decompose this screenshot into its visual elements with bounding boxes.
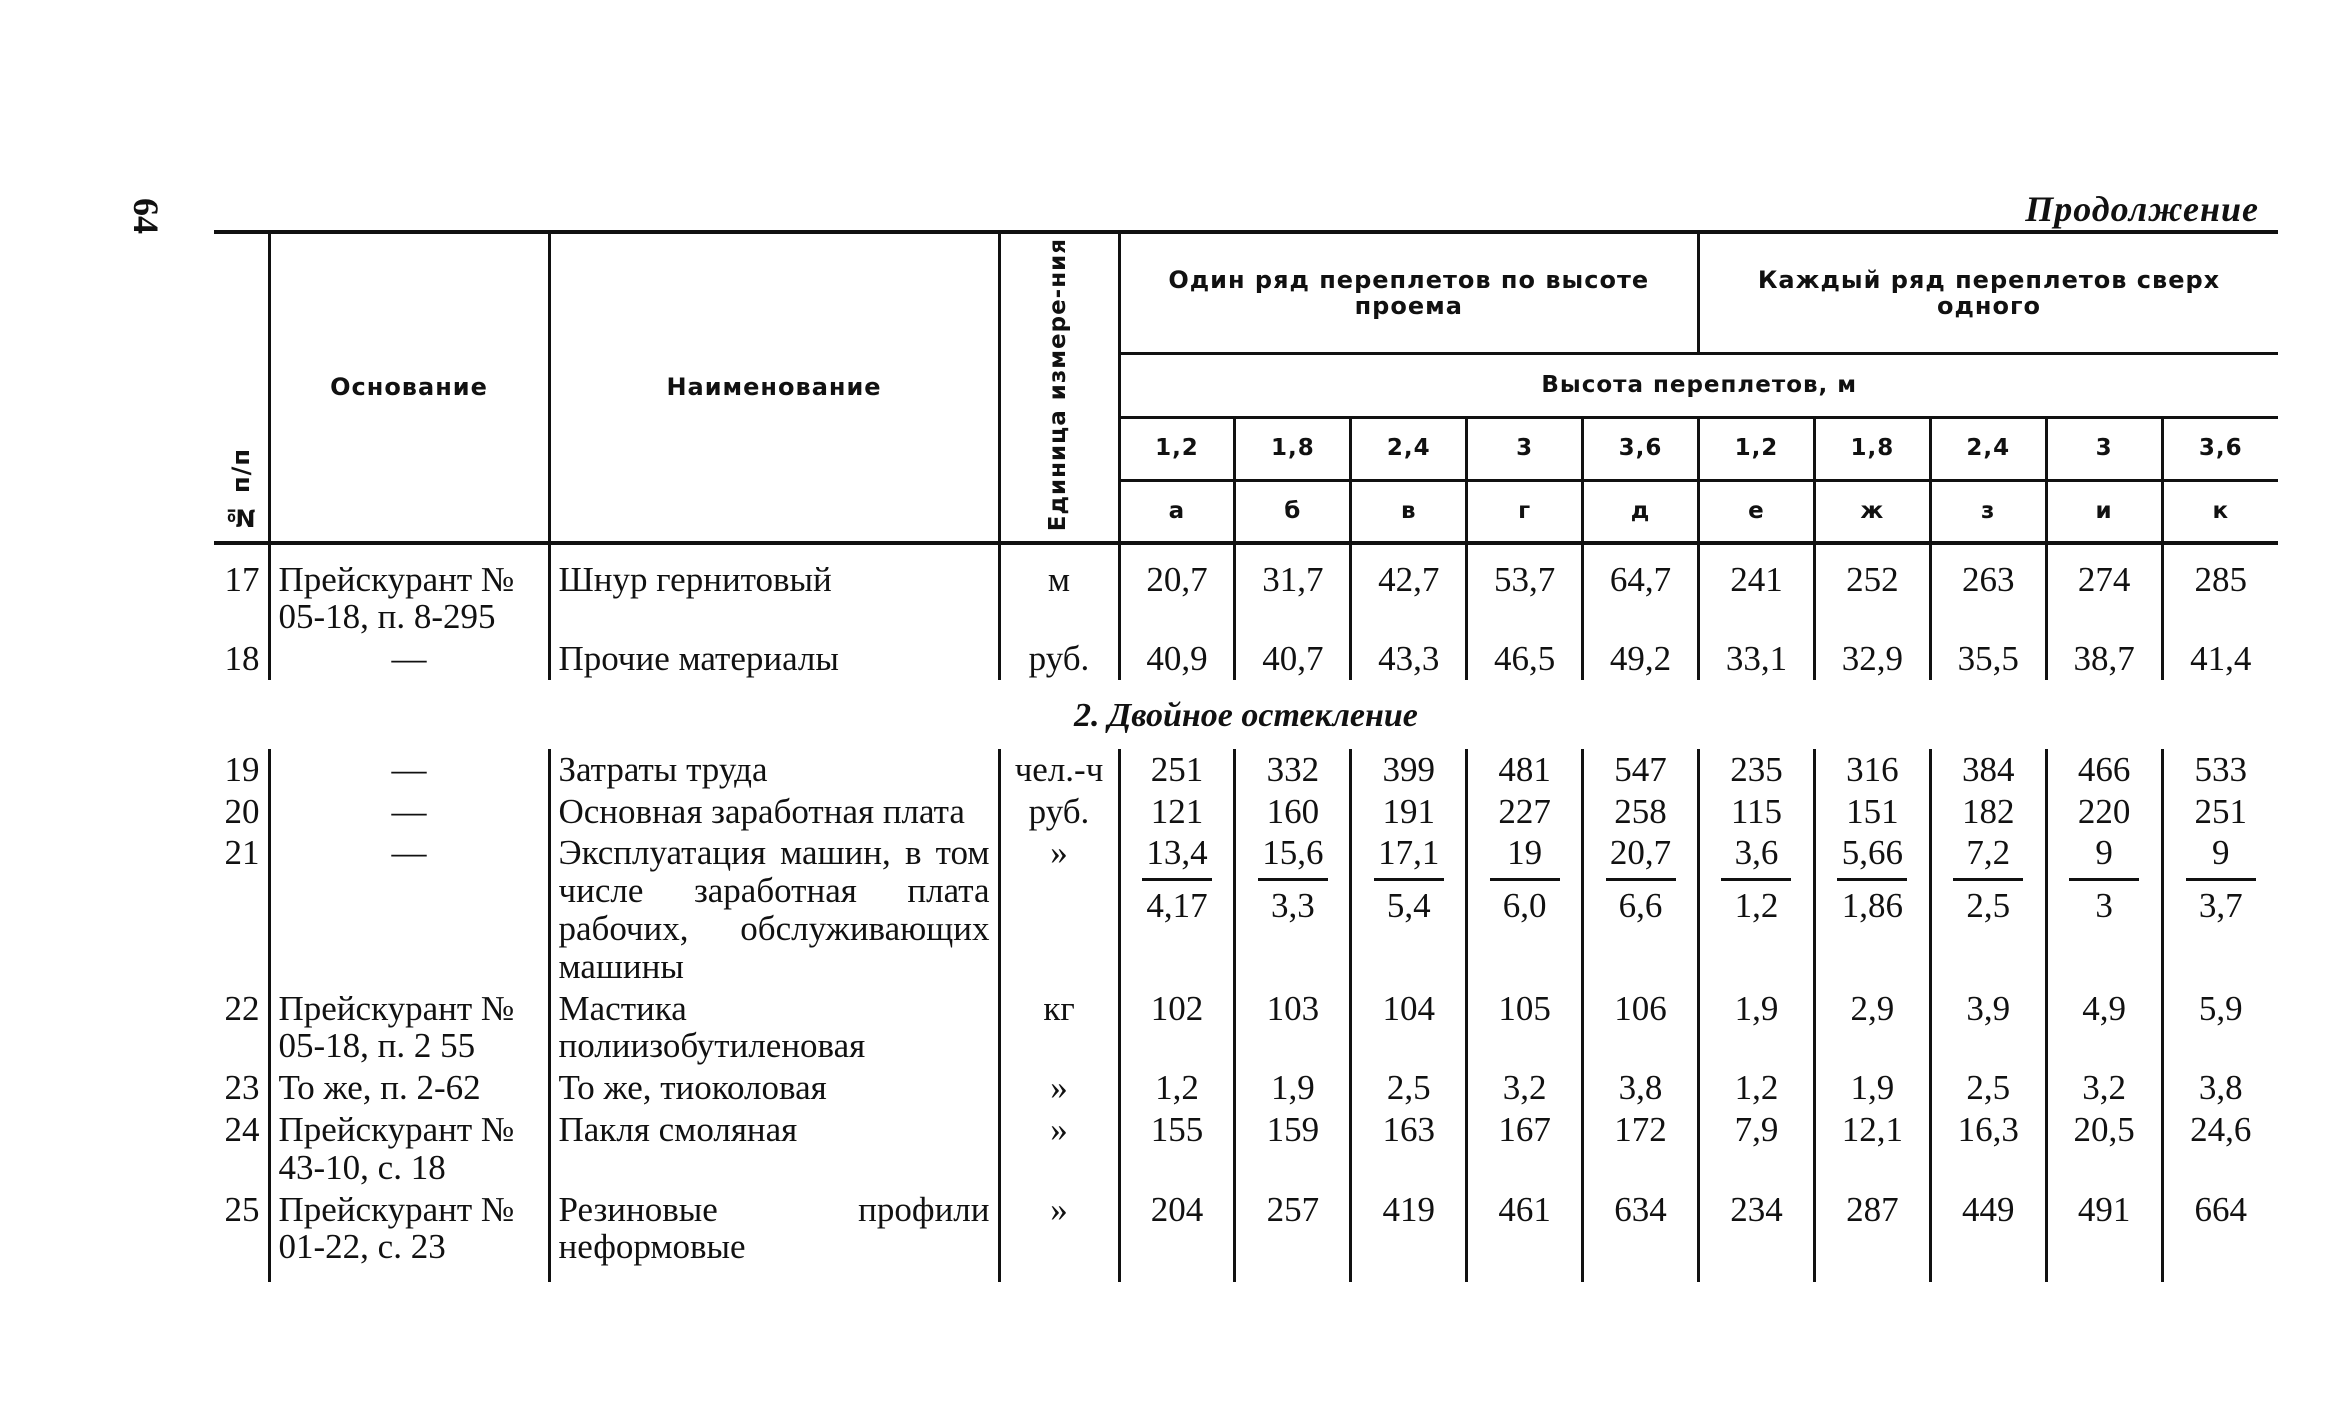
header-height-7: 2,4 (1930, 417, 2046, 481)
row-value: 257 (1235, 1189, 1351, 1269)
row-value: 42,7 (1351, 559, 1467, 639)
fraction-denominator: 5,4 (1386, 886, 1431, 926)
fraction-numerator: 17,1 (1374, 834, 1444, 881)
header-num: № п/п (214, 232, 269, 543)
row-num: 20 (224, 791, 260, 831)
row-unit: » (999, 832, 1119, 987)
row-value: 24,6 (2162, 1109, 2278, 1189)
row-num: 24 (224, 1109, 260, 1149)
row-value: 5,9 (2162, 988, 2278, 1068)
row-value: 32,9 (1814, 638, 1930, 680)
row-value: 263 (1930, 559, 2046, 639)
row-value: 461 (1467, 1189, 1583, 1269)
row-fraction (1467, 832, 1583, 987)
row-value: 151 (1814, 791, 1930, 833)
header-height-2: 2,4 (1351, 417, 1467, 481)
row-value: 419 (1351, 1189, 1467, 1269)
row-value: 115 (1699, 791, 1815, 833)
row-base: — (269, 791, 549, 833)
row-value: 155 (1119, 1109, 1235, 1189)
row-unit: м (999, 559, 1119, 639)
header-height-label: Высота переплетов, м (1119, 354, 2278, 418)
row-base: Прейскурант № 43-10, с. 18 (269, 1109, 549, 1189)
row-value: 103 (1235, 988, 1351, 1068)
fraction-numerator: 13,4 (1142, 834, 1212, 881)
table-row (214, 1189, 2278, 1269)
row-unit: » (999, 1189, 1119, 1269)
row-unit: » (999, 1067, 1119, 1109)
row-value: 43,3 (1351, 638, 1467, 680)
header-height-9: 3,6 (2162, 417, 2278, 481)
row-unit: руб. (999, 638, 1119, 680)
row-value: 204 (1119, 1189, 1235, 1269)
row-value: 664 (2162, 1189, 2278, 1269)
header-letter-6: ж (1814, 481, 1930, 543)
row-unit: » (999, 1109, 1119, 1189)
row-value: 3,2 (2046, 1067, 2162, 1109)
table-row (214, 749, 2278, 791)
row-value: 40,9 (1119, 638, 1235, 680)
row-value: 20,7 (1119, 559, 1235, 639)
header-height-4: 3,6 (1583, 417, 1699, 481)
fraction-denominator: 3,7 (2198, 886, 2243, 926)
row-value: 287 (1814, 1189, 1930, 1269)
row-num: 21 (224, 833, 260, 873)
row-num: 17 (224, 559, 260, 599)
row-num: 25 (224, 1189, 260, 1229)
fraction-denominator: 1,86 (1841, 886, 1903, 926)
fraction-numerator: 19 (1490, 834, 1560, 881)
row-value: 258 (1583, 791, 1699, 833)
row-name: Мастика полиизобутиленовая (549, 988, 999, 1068)
norms-table (214, 230, 2278, 1282)
row-value: 182 (1930, 791, 2046, 833)
row-value: 2,5 (1351, 1067, 1467, 1109)
header-letter-7: з (1930, 481, 2046, 543)
header-height-3: 3 (1467, 417, 1583, 481)
table-row (214, 638, 2278, 680)
row-value: 241 (1699, 559, 1815, 639)
row-value: 105 (1467, 988, 1583, 1068)
header-name: Наименование (549, 232, 999, 543)
row-value: 2,9 (1814, 988, 1930, 1068)
row-value: 3,9 (1930, 988, 2046, 1068)
row-value: 547 (1583, 749, 1699, 791)
row-value: 35,5 (1930, 638, 2046, 680)
header-letter-4: д (1583, 481, 1699, 543)
fraction-denominator: 1,2 (1734, 886, 1779, 926)
row-value: 191 (1351, 791, 1467, 833)
fraction-denominator: 6,6 (1618, 886, 1663, 926)
fraction-numerator: 5,66 (1837, 834, 1907, 881)
row-value: 3,8 (2162, 1067, 2278, 1109)
fraction-numerator: 20,7 (1606, 834, 1676, 881)
row-value: 106 (1583, 988, 1699, 1068)
row-fraction (1699, 832, 1815, 987)
row-value: 251 (1119, 749, 1235, 791)
page-number: 64 (126, 198, 166, 234)
row-value: 3,2 (1467, 1067, 1583, 1109)
row-value: 234 (1699, 1189, 1815, 1269)
row-value: 64,7 (1583, 559, 1699, 639)
header-group-each: Каждый ряд переплетов сверх одного (1699, 232, 2278, 354)
fraction-numerator: 9 (2069, 834, 2139, 881)
row-value: 1,9 (1814, 1067, 1930, 1109)
row-name: Резиновые профили неформовые (549, 1189, 999, 1269)
row-base: Прейскурант № 01-22, с. 23 (269, 1189, 549, 1269)
row-fraction (1235, 832, 1351, 987)
row-num: 22 (224, 988, 260, 1028)
row-value: 40,7 (1235, 638, 1351, 680)
row-value: 4,9 (2046, 988, 2162, 1068)
header-unit: Единица измере-ния (999, 232, 1119, 543)
row-name: То же, тиоколовая (549, 1067, 999, 1109)
row-name: Прочие материалы (549, 638, 999, 680)
row-fraction (2046, 832, 2162, 987)
row-value: 3,8 (1583, 1067, 1699, 1109)
row-value: 33,1 (1699, 638, 1815, 680)
row-value: 491 (2046, 1189, 2162, 1269)
row-value: 31,7 (1235, 559, 1351, 639)
fraction-denominator: 3 (2095, 886, 2113, 926)
row-value: 46,5 (1467, 638, 1583, 680)
row-value: 1,2 (1119, 1067, 1235, 1109)
row-num: 23 (224, 1068, 260, 1108)
row-value: 121 (1119, 791, 1235, 833)
row-value: 252 (1814, 559, 1930, 639)
row-value: 533 (2162, 749, 2278, 791)
row-name: Эксплуатация машин, в том числе заработная плата рабочих, обслуживающих машины (549, 832, 999, 987)
row-value: 7,9 (1699, 1109, 1815, 1189)
fraction-denominator: 6,0 (1502, 886, 1547, 926)
row-name: Пакля смоляная (549, 1109, 999, 1189)
fraction-denominator: 2,5 (1966, 886, 2011, 926)
row-fraction (1351, 832, 1467, 987)
row-value: 384 (1930, 749, 2046, 791)
row-base: Прейскурант № 05-18, п. 2 55 (269, 988, 549, 1068)
row-fraction (1119, 832, 1235, 987)
header-letter-5: е (1699, 481, 1815, 543)
row-value: 163 (1351, 1109, 1467, 1189)
row-value: 220 (2046, 791, 2162, 833)
row-base: Прейскурант № 05-18, п. 8-295 (269, 559, 549, 639)
row-base: — (269, 749, 549, 791)
fraction-denominator: 3,3 (1270, 886, 1315, 926)
row-fraction (1814, 832, 1930, 987)
fraction (1721, 834, 1791, 925)
table-row (214, 832, 2278, 987)
row-value: 104 (1351, 988, 1467, 1068)
fraction (1490, 834, 1560, 925)
header-height-0: 1,2 (1119, 417, 1235, 481)
fraction (1374, 834, 1444, 925)
row-fraction (1583, 832, 1699, 987)
row-value: 449 (1930, 1189, 2046, 1269)
header-letter-3: г (1467, 481, 1583, 543)
row-value: 20,5 (2046, 1109, 2162, 1189)
row-value: 159 (1235, 1109, 1351, 1189)
row-value: 466 (2046, 749, 2162, 791)
row-value: 634 (1583, 1189, 1699, 1269)
fraction-numerator: 15,6 (1258, 834, 1328, 881)
fraction (2186, 834, 2256, 925)
header-height-8: 3 (2046, 417, 2162, 481)
row-unit: кг (999, 988, 1119, 1068)
row-value: 12,1 (1814, 1109, 1930, 1189)
table-row (214, 988, 2278, 1068)
header-group-one: Один ряд переплетов по высоте проема (1119, 232, 1699, 354)
row-value: 41,4 (2162, 638, 2278, 680)
fraction (2069, 834, 2139, 925)
fraction-denominator: 4,17 (1146, 886, 1208, 926)
row-value: 481 (1467, 749, 1583, 791)
table-row (214, 1067, 2278, 1109)
row-name: Основная заработная плата (549, 791, 999, 833)
row-value: 49,2 (1583, 638, 1699, 680)
row-value: 235 (1699, 749, 1815, 791)
fraction (1258, 834, 1328, 925)
row-fraction (2162, 832, 2278, 987)
row-value: 167 (1467, 1109, 1583, 1189)
header-height-6: 1,8 (1814, 417, 1930, 481)
header-letter-1: б (1235, 481, 1351, 543)
row-value: 399 (1351, 749, 1467, 791)
row-value: 172 (1583, 1109, 1699, 1189)
header-letter-8: и (2046, 481, 2162, 543)
table-row (214, 1109, 2278, 1189)
row-unit: руб. (999, 791, 1119, 833)
row-num: 19 (224, 749, 260, 789)
row-value: 285 (2162, 559, 2278, 639)
row-value: 227 (1467, 791, 1583, 833)
fraction (1142, 834, 1212, 925)
row-value: 316 (1814, 749, 1930, 791)
row-value: 2,5 (1930, 1067, 2046, 1109)
row-base: — (269, 832, 549, 987)
header-letter-9: к (2162, 481, 2278, 543)
row-fraction (1930, 832, 2046, 987)
fraction-numerator: 9 (2186, 834, 2256, 881)
row-base: — (269, 638, 549, 680)
continuation-label: Продолжение (2025, 189, 2259, 229)
fraction (1953, 834, 2023, 925)
row-name: Затраты труда (549, 749, 999, 791)
header-letter-2: в (1351, 481, 1467, 543)
header-base: Основание (269, 232, 549, 543)
row-value: 160 (1235, 791, 1351, 833)
fraction-numerator: 3,6 (1721, 834, 1791, 881)
row-value: 38,7 (2046, 638, 2162, 680)
row-value: 16,3 (1930, 1109, 2046, 1189)
row-name: Шнур гернитовый (549, 559, 999, 639)
fraction-numerator: 7,2 (1953, 834, 2023, 881)
header-height-1: 1,8 (1235, 417, 1351, 481)
row-value: 1,2 (1699, 1067, 1815, 1109)
row-value: 332 (1235, 749, 1351, 791)
row-base: То же, п. 2-62 (269, 1067, 549, 1109)
table-row (214, 791, 2278, 833)
row-value: 53,7 (1467, 559, 1583, 639)
header-height-5: 1,2 (1699, 417, 1815, 481)
header-letter-0: а (1119, 481, 1235, 543)
row-num: 18 (224, 639, 260, 679)
fraction (1606, 834, 1676, 925)
row-unit: чел.-ч (999, 749, 1119, 791)
fraction (1837, 834, 1907, 925)
row-value: 102 (1119, 988, 1235, 1068)
row-value: 1,9 (1699, 988, 1815, 1068)
row-value: 251 (2162, 791, 2278, 833)
section-title: 2. Двойное остекление (1074, 697, 1418, 735)
table-row (214, 559, 2278, 639)
row-value: 274 (2046, 559, 2162, 639)
row-value: 1,9 (1235, 1067, 1351, 1109)
